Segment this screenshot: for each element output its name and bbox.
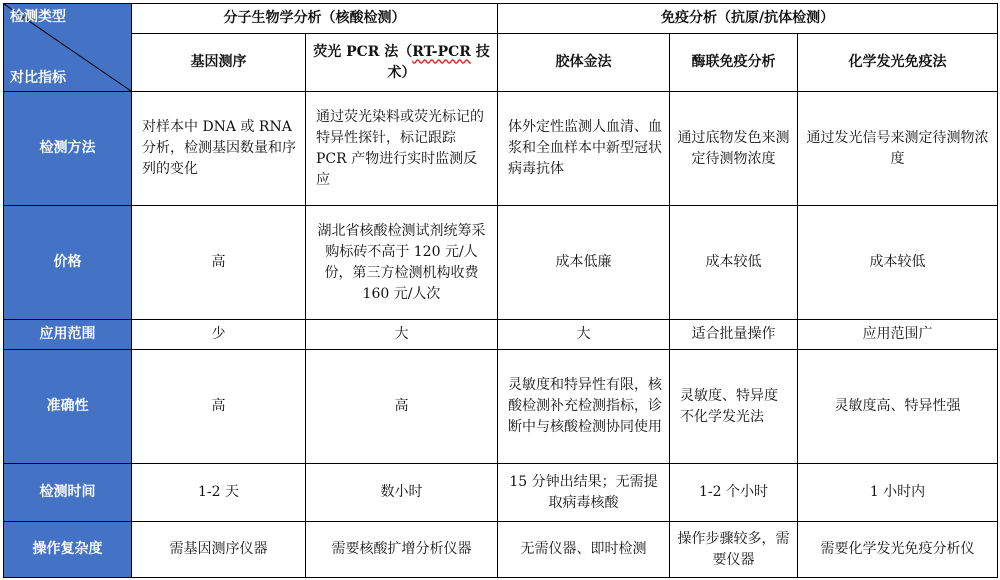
table-cell: 操作步骤较多，需要仪器 xyxy=(670,522,798,578)
table-row xyxy=(4,92,998,206)
method-sequencing-header: 基因测序 xyxy=(132,34,306,92)
corner-header-cell xyxy=(4,4,132,92)
pcr-header-squiggle: RT-PCR xyxy=(412,43,471,60)
table-cell: 需基因测序仪器 xyxy=(132,522,306,578)
table-cell: 大 xyxy=(498,320,670,350)
table-cell: 需要化学发光免疫分析仪 xyxy=(798,522,998,578)
table-cell: 高 xyxy=(306,350,498,464)
corner-top-label: 检测类型 xyxy=(10,9,66,25)
method-header-row xyxy=(4,34,998,92)
table-cell: 体外定性监测人血清、血浆和全血样本中新型冠状病毒抗体 xyxy=(498,92,670,206)
row-label: 操作复杂度 xyxy=(4,522,132,578)
table-cell: 大 xyxy=(306,320,498,350)
pcr-header-prefix: 荧光 PCR 法（ xyxy=(313,43,413,60)
table-cell: 成本低廉 xyxy=(498,206,670,320)
table-row xyxy=(4,206,998,320)
table-cell: 15 分钟出结果；无需提取病毒核酸 xyxy=(498,464,670,522)
table-cell: 高 xyxy=(132,350,306,464)
table-cell: 通过荧光染料或荧光标记的特异性探针，标记跟踪 PCR 产物进行实时监测反应 xyxy=(306,92,498,206)
table-cell: 灵敏度、特异度不化学发光法 xyxy=(670,350,798,464)
table-cell: 成本较低 xyxy=(670,206,798,320)
table-cell: 少 xyxy=(132,320,306,350)
method-clia-header: 化学发光免疫法 xyxy=(798,34,998,92)
table-cell: 适合批量操作 xyxy=(670,320,798,350)
pcr-header-suffix: 技术） xyxy=(387,43,490,81)
table-cell: 通过发光信号来测定待测物浓度 xyxy=(798,92,998,206)
table-cell: 数小时 xyxy=(306,464,498,522)
table-cell: 1 小时内 xyxy=(798,464,998,522)
row-label: 检测方法 xyxy=(4,92,132,206)
method-elisa-header: 酶联免疫分析 xyxy=(670,34,798,92)
table-cell: 对样本中 DNA 或 RNA 分析，检测基因数量和序列的变化 xyxy=(132,92,306,206)
table-cell: 无需仪器、即时检测 xyxy=(498,522,670,578)
table-cell: 湖北省核酸检测试剂统筹采购标砖不高于 120 元/人份，第三方检测机构收费 160 元/人次 xyxy=(306,206,498,320)
table-cell: 1-2 个小时 xyxy=(670,464,798,522)
table-row xyxy=(4,320,998,350)
group-immune-header: 免疫分析（抗原/抗体检测） xyxy=(498,4,998,34)
comparison-table xyxy=(3,3,998,578)
table-cell: 1-2 天 xyxy=(132,464,306,522)
table-row xyxy=(4,350,998,464)
row-label: 价格 xyxy=(4,206,132,320)
table-cell: 成本较低 xyxy=(798,206,998,320)
table-cell: 应用范围广 xyxy=(798,320,998,350)
group-molecular-header: 分子生物学分析（核酸检测） xyxy=(132,4,498,34)
table-cell: 灵敏度和特异性有限，核酸检测补充检测指标，诊断中与核酸检测协同使用 xyxy=(498,350,670,464)
table-cell: 高 xyxy=(132,206,306,320)
table-row xyxy=(4,464,998,522)
table-cell: 需要核酸扩增分析仪器 xyxy=(306,522,498,578)
method-gold-header: 胶体金法 xyxy=(498,34,670,92)
table-cell: 通过底物发色来测定待测物浓度 xyxy=(670,92,798,206)
corner-bottom-label: 对比指标 xyxy=(10,70,66,86)
method-pcr-header xyxy=(306,34,498,92)
table-row xyxy=(4,522,998,578)
table-cell: 灵敏度高、特异性强 xyxy=(798,350,998,464)
row-label: 准确性 xyxy=(4,350,132,464)
group-header-row xyxy=(4,4,998,34)
row-label: 应用范围 xyxy=(4,320,132,350)
row-label: 检测时间 xyxy=(4,464,132,522)
